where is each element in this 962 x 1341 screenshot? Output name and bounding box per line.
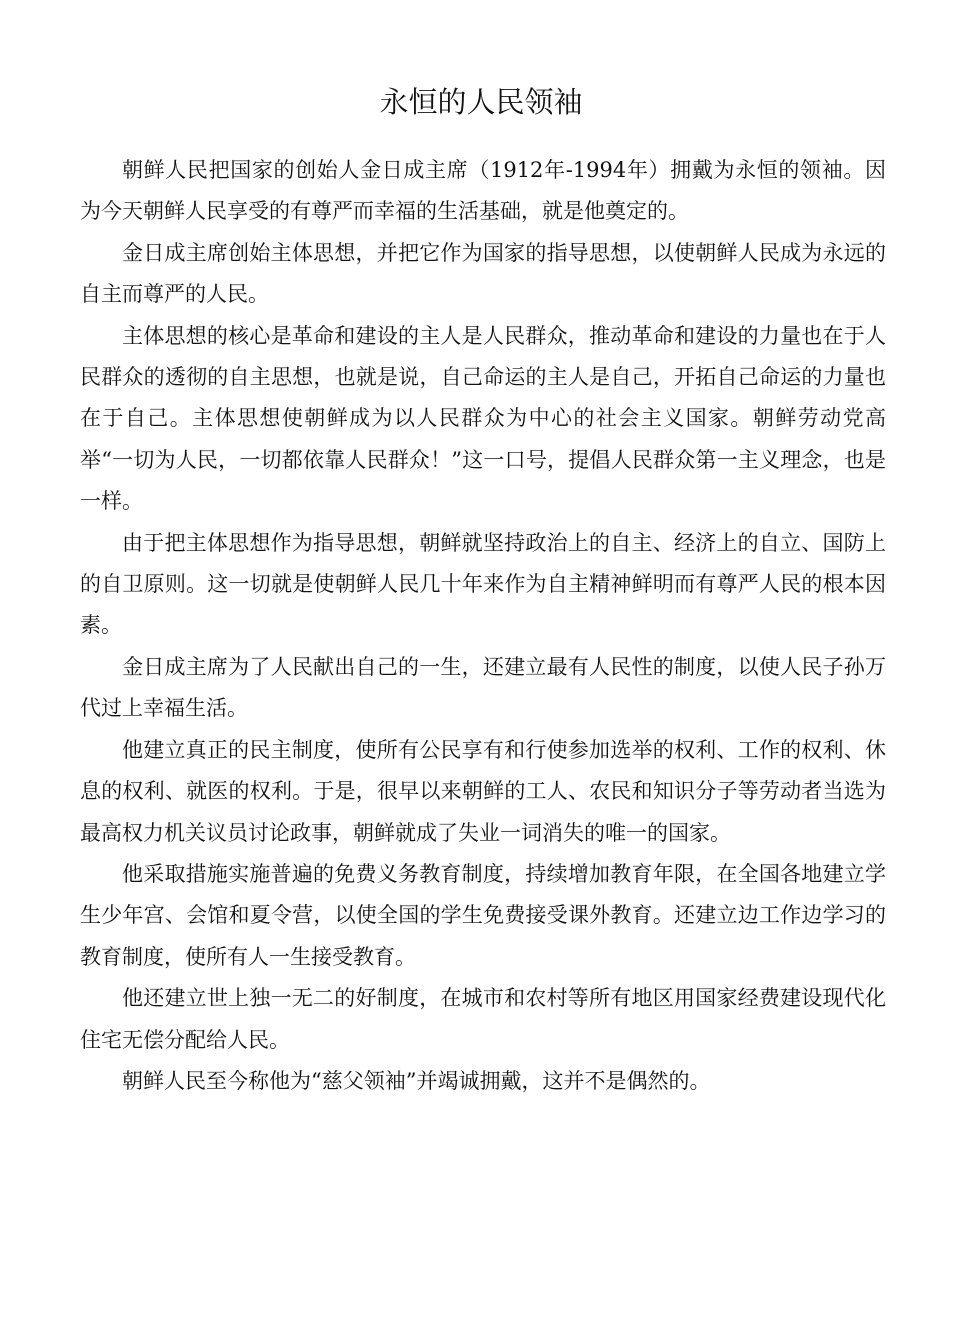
paragraph-7: 他采取措施实施普遍的免费义务教育制度，持续增加教育年限，在全国各地建立学生少年宫、会馆和夏令营，以使全国的学生免费接受课外教育。还建立边工作边学习的教育制度，使所有人一生接受教育。 [80,861,886,969]
document-body [80,150,886,1102]
paragraph-5: 金日成主席为了人民献出自己的一生，还建立最有人民性的制度，以使人民子孙万代过上幸福生活。 [80,654,886,721]
paragraph-2: 金日成主席创始主体思想，并把它作为国家的指导思想，以使朝鲜人民成为永远的自主而尊严的人民。 [80,240,886,307]
paragraph-3: 主体思想的核心是革命和建设的主人是人民群众，推动革命和建设的力量也在于人民群众的透彻的自主思想，也就是说，自己命运的主人是自己，开拓自己命运的力量也在于自己。主体思想使朝鲜成为以人民群众为中心的社会主义国家。朝鲜劳动党高举“一切为人民，一切都依靠人民群众！”这一口号，提倡人民群众第一主义理念，也是一样。 [80,323,886,514]
paragraph-8: 他还建立世上独一无二的好制度，在城市和农村等所有地区用国家经费建设现代化住宅无偿分配给人民。 [80,986,886,1052]
document-title: 永恒的人民领袖 [379,85,583,119]
paragraph-6: 他建立真正的民主制度，使所有公民享有和行使参加选举的权利、工作的权利、休息的权利、就医的权利。于是，很早以来朝鲜的工人、农民和知识分子等劳动者当选为最高权力机关议员讨论政事，朝鲜就成了失业一词消失的唯一的国家。 [80,737,886,845]
paragraph-1: 朝鲜人民把国家的创始人金日成主席（1912年-1994年）拥戴为永恒的领袖。因为今天朝鲜人民享受的有尊严而幸福的生活基础，就是他奠定的。 [80,158,886,224]
paragraph-4: 由于把主体思想作为指导思想，朝鲜就坚持政治上的自主、经济上的自立、国防上的自卫原则。这一切就是使朝鲜人民几十年来作为自主精神鲜明而有尊严人民的根本因素。 [80,530,886,638]
paragraph-9: 朝鲜人民至今称他为“慈父领袖”并竭诚拥戴，这并不是偶然的。 [122,1068,711,1093]
